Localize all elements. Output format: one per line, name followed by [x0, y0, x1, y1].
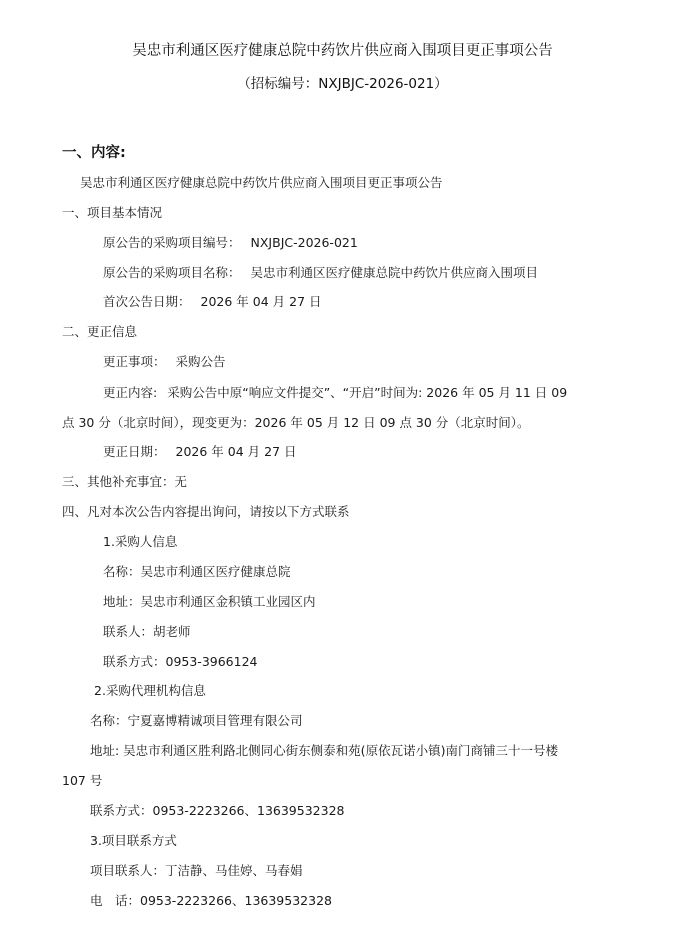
first-announcement-date [103, 292, 322, 312]
agency-address: 地址: 吴忠市利通区胜利路北侧同心街东侧泰和苑(原依瓦诺小镇)南门商铺三十一号楼 [90, 743, 558, 758]
section-1-heading: 一、项目基本情况 [62, 205, 163, 220]
section-4-heading: 四、凡对本次公告内容提出询问，请按以下方式联系 [62, 504, 350, 519]
original-project-number-label: 原公告的采购项目编号： [103, 235, 241, 250]
agency-phone: 联系方式：0953-2223266、13639532328 [90, 803, 345, 818]
buyer-phone: 联系方式：0953-3966124 [103, 654, 258, 669]
agency-name: 名称：宁夏嘉博精诚项目管理有限公司 [90, 713, 303, 728]
agency-info-heading: 2.采购代理机构信息 [94, 683, 206, 698]
section-2-heading: 二、更正信息 [62, 324, 138, 339]
original-project-name-label: 原公告的采购项目名称： [103, 265, 241, 280]
agency-address-continued: 107 号 [62, 773, 103, 788]
original-project-name [103, 263, 538, 283]
project-contact-heading: 3.项目联系方式 [90, 833, 177, 848]
correction-content [103, 383, 567, 403]
correction-content-label: 更正内容: [103, 385, 158, 400]
correction-date-label: 更正日期： [103, 444, 166, 459]
correction-item-value: 采购公告 [175, 354, 226, 369]
project-phone: 电 话：0953-2223266、13639532328 [90, 893, 332, 908]
buyer-address: 地址：吴忠市利通区金积镇工业园区内 [103, 594, 316, 609]
buyer-info-heading: 1.采购人信息 [103, 534, 178, 549]
correction-date [103, 442, 297, 462]
project-contact-persons: 项目联系人：丁洁静、马佳婷、马春娟 [90, 863, 303, 878]
original-project-number [103, 233, 358, 253]
buyer-contact: 联系人：胡老师 [103, 624, 191, 639]
intro-text: 吴忠市利通区医疗健康总院中药饮片供应商入围项目更正事项公告 [80, 175, 443, 190]
correction-item-label: 更正事项： [103, 354, 166, 369]
original-project-name-value: 吴忠市利通区医疗健康总院中药饮片供应商入围项目 [250, 265, 539, 280]
correction-date-value: 2026 年 04 月 27 日 [175, 444, 297, 459]
section-3-heading: 三、其他补充事宜：无 [62, 474, 188, 489]
tender-number: （招标编号：NXJBJC-2026-021） [237, 76, 448, 92]
original-project-number-value: NXJBJC-2026-021 [250, 235, 358, 250]
first-announcement-date-value: 2026 年 04 月 27 日 [200, 294, 322, 309]
section-content-heading: 一、内容: [62, 145, 126, 161]
first-announcement-date-label: 首次公告日期： [103, 294, 191, 309]
notice-title: 吴忠市利通区医疗健康总院中药饮片供应商入围项目更正事项公告 [132, 43, 553, 59]
correction-content-value: 采购公告中原“响应文件提交”、“开启”时间为: 2026 年 05 月 11 日 09 [167, 385, 568, 400]
correction-content-continued: 点 30 分（北京时间），现变更为：2026 年 05 月 12 日 09 点 30 分（北京时间）。 [62, 415, 530, 430]
correction-item [103, 352, 226, 372]
buyer-name: 名称：吴忠市利通区医疗健康总院 [103, 564, 291, 579]
